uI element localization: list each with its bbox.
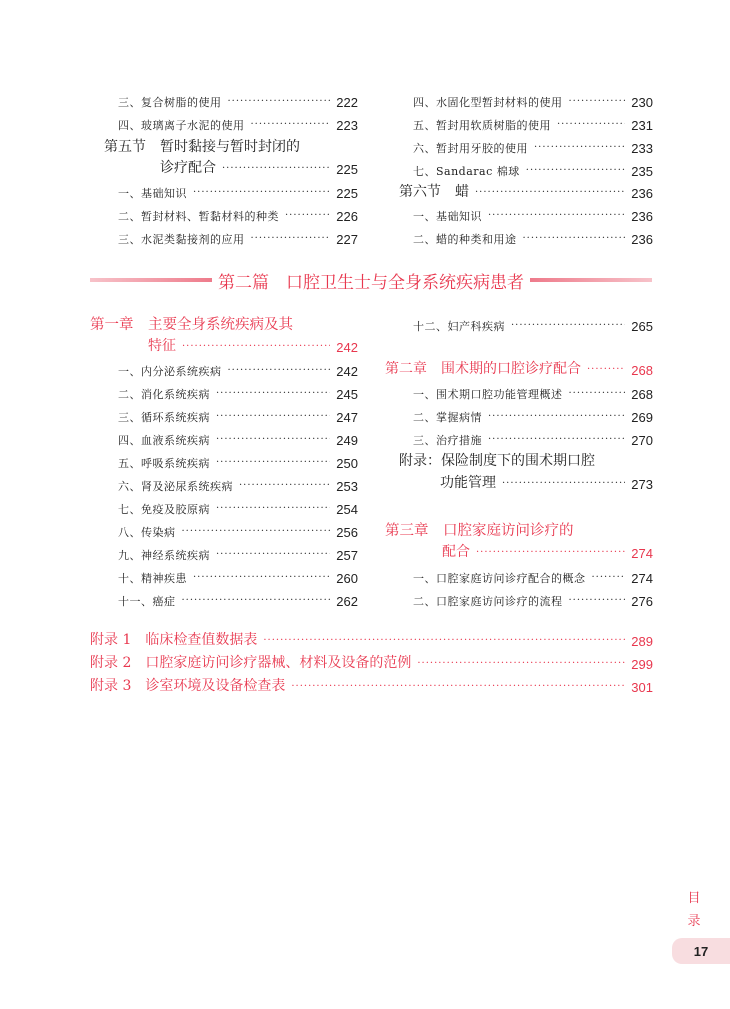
toc-entry[interactable] — [413, 202, 653, 224]
toc-entry-title: 一、口腔家庭访问诊疗配合的概念 — [413, 572, 586, 585]
appendix-title: 附录 2 口腔家庭访问诊疗器械、材料及设备的范例 — [90, 655, 412, 671]
leader-dots — [557, 119, 625, 133]
leader-dots — [569, 388, 626, 402]
toc-entry-page: 250 — [336, 456, 358, 471]
page-number-tab — [672, 938, 730, 964]
leader-dots — [182, 595, 331, 609]
toc-entry[interactable] — [413, 134, 653, 156]
chapter-title-line1[interactable]: 第一章 主要全身系统疾病及其 — [90, 317, 293, 333]
side-label-lu: 录 — [687, 914, 701, 929]
toc-entry-title: 五、呼吸系统疾病 — [118, 457, 210, 470]
toc-entry[interactable] — [413, 157, 653, 179]
leader-dots — [193, 572, 330, 586]
leader-dots — [216, 411, 330, 425]
toc-entry-title: 四、玻璃离子水泥的使用 — [118, 119, 245, 132]
leader-dots — [511, 320, 625, 334]
toc-entry-title: 四、水固化型暂封材料的使用 — [413, 96, 563, 109]
toc-entry-page: 225 — [336, 162, 358, 177]
appendix-entry[interactable] — [90, 650, 653, 672]
toc-entry-title: 二、掌握病情 — [413, 411, 482, 424]
toc-entry[interactable] — [118, 541, 358, 563]
page-number: 17 — [693, 943, 709, 959]
toc-entry-title: 九、神经系统疾病 — [118, 549, 210, 562]
leader-dots — [587, 364, 625, 378]
toc-entry[interactable] — [440, 470, 653, 492]
chapter-title-line2: 特征 — [148, 338, 176, 354]
toc-entry[interactable] — [118, 587, 358, 609]
toc-entry[interactable] — [413, 380, 653, 402]
leader-dots — [216, 549, 330, 563]
toc-entry[interactable] — [118, 88, 358, 110]
leader-dots — [216, 457, 330, 471]
toc-entry[interactable] — [413, 312, 653, 334]
leader-dots — [228, 96, 331, 110]
toc-entry-page: 262 — [336, 594, 358, 609]
leader-dots — [488, 210, 625, 224]
toc-entry-page: 231 — [631, 118, 653, 133]
appendix-page: 301 — [631, 680, 653, 695]
toc-entry-page: 269 — [631, 410, 653, 425]
toc-entry-title: 六、暂封用牙胶的使用 — [413, 142, 528, 155]
leader-dots — [502, 478, 625, 492]
leader-dots — [488, 411, 625, 425]
toc-entry[interactable] — [413, 426, 653, 448]
leader-dots — [228, 365, 331, 379]
chapter-page: 268 — [631, 363, 653, 378]
leader-dots — [523, 233, 626, 247]
chapter-page: 242 — [336, 340, 358, 355]
toc-entry-page: 247 — [336, 410, 358, 425]
appendix-title: 附录 1 临床检查值数据表 — [90, 632, 258, 648]
toc-entry-title: 十、精神疾患 — [118, 572, 187, 585]
leader-dots — [534, 142, 625, 156]
toc-entry-title: 一、内分泌系统疾病 — [118, 365, 222, 378]
appendix-entry[interactable] — [90, 673, 653, 695]
leader-dots — [569, 595, 626, 609]
toc-entry-page: 242 — [336, 364, 358, 379]
toc-entry-page: 233 — [631, 141, 653, 156]
toc-entry[interactable] — [413, 88, 653, 110]
toc-entry[interactable] — [118, 564, 358, 586]
leader-dots — [251, 119, 331, 133]
toc-entry-title: 第六节 蜡 — [399, 184, 469, 200]
leader-dots — [475, 187, 625, 201]
toc-entry[interactable] — [413, 111, 653, 133]
leader-dots — [285, 210, 330, 224]
toc-entry-page: 236 — [631, 232, 653, 247]
toc-entry[interactable] — [413, 225, 653, 247]
toc-entry-title: 二、消化系统疾病 — [118, 388, 210, 401]
leader-dots — [239, 480, 330, 494]
appendix-title-line1[interactable]: 附录：保险制度下的围术期口腔 — [399, 453, 595, 469]
toc-entry[interactable] — [118, 380, 358, 402]
toc-entry[interactable] — [118, 111, 358, 133]
toc-entry-page: 226 — [336, 209, 358, 224]
toc-entry-title: 诊疗配合 — [160, 160, 216, 176]
toc-entry[interactable] — [118, 202, 358, 224]
toc-entry[interactable] — [118, 518, 358, 540]
section-title-line1[interactable]: 第五节 暂时黏接与暂时封闭的 — [104, 139, 300, 155]
toc-entry-title: 一、基础知识 — [413, 210, 482, 223]
chapter-entry[interactable] — [385, 356, 653, 378]
toc-entry-page: 276 — [631, 594, 653, 609]
leader-dots — [216, 388, 330, 402]
toc-entry-title: 三、治疗措施 — [413, 434, 482, 447]
leader-dots — [476, 547, 625, 561]
toc-entry-page: 249 — [336, 433, 358, 448]
toc-entry-page: 254 — [336, 502, 358, 517]
part-divider-right — [530, 278, 652, 282]
toc-entry-title: 三、复合树脂的使用 — [118, 96, 222, 109]
toc-entry-page: 236 — [631, 209, 653, 224]
toc-entry-page: 256 — [336, 525, 358, 540]
chapter-page: 274 — [631, 546, 653, 561]
toc-entry-page: 270 — [631, 433, 653, 448]
toc-entry-page: 265 — [631, 319, 653, 334]
toc-entry-page: 253 — [336, 479, 358, 494]
toc-entry[interactable] — [160, 155, 358, 177]
leader-dots — [216, 434, 330, 448]
appendix-page: 289 — [631, 634, 653, 649]
toc-entry-title: 六、肾及泌尿系统疾病 — [118, 480, 233, 493]
leader-dots — [182, 526, 331, 540]
toc-entry-title: 五、暂封用软质树脂的使用 — [413, 119, 551, 132]
toc-entry-page: 236 — [631, 186, 653, 201]
leader-dots — [222, 163, 330, 177]
toc-entry-title: 一、基础知识 — [118, 187, 187, 200]
toc-entry-title: 七、免疫及胶原病 — [118, 503, 210, 516]
toc-entry[interactable] — [118, 426, 358, 448]
toc-entry-title: 二、蜡的种类和用途 — [413, 233, 517, 246]
toc-entry[interactable] — [413, 564, 653, 586]
toc-entry-page: 274 — [631, 571, 653, 586]
leader-dots — [216, 503, 330, 517]
toc-entry-title: 十二、妇产科疾病 — [413, 320, 505, 333]
chapter-entry[interactable] — [442, 539, 653, 561]
part-divider-left — [90, 278, 212, 282]
appendix-entry[interactable] — [90, 627, 653, 649]
toc-entry-page: 223 — [336, 118, 358, 133]
toc-entry[interactable] — [118, 449, 358, 471]
toc-entry-title: 二、口腔家庭访问诊疗的流程 — [413, 595, 563, 608]
toc-entry-page: 268 — [631, 387, 653, 402]
toc-entry[interactable] — [118, 472, 358, 494]
toc-entry-title: 一、围术期口腔功能管理概述 — [413, 388, 563, 401]
toc-entry[interactable] — [118, 225, 358, 247]
toc-entry-page: 257 — [336, 548, 358, 563]
toc-entry[interactable] — [399, 179, 653, 201]
leader-dots — [193, 187, 330, 201]
chapter-title-line1[interactable]: 第三章 口腔家庭访问诊疗的 — [385, 523, 574, 539]
part-title[interactable]: 第二篇 口腔卫生士与全身系统疾病患者 — [218, 273, 524, 293]
leader-dots — [526, 165, 626, 179]
toc-entry[interactable] — [118, 495, 358, 517]
toc-entry-page: 225 — [336, 186, 358, 201]
toc-entry-page: 227 — [336, 232, 358, 247]
toc-entry-title: 十一、癌症 — [118, 595, 176, 608]
chapter-entry[interactable] — [148, 333, 358, 355]
toc-entry[interactable] — [413, 587, 653, 609]
leader-dots — [291, 681, 625, 695]
toc-entry[interactable] — [118, 403, 358, 425]
leader-dots — [569, 96, 626, 110]
appendix-title-line2: 功能管理 — [440, 475, 496, 491]
leader-dots — [263, 635, 625, 649]
appendix-page: 299 — [631, 657, 653, 672]
toc-entry-title: 三、水泥类黏接剂的应用 — [118, 233, 245, 246]
toc-entry[interactable] — [118, 179, 358, 201]
toc-entry-page: 260 — [336, 571, 358, 586]
toc-entry-title: 七、Sandarac 棉球 — [413, 165, 520, 178]
leader-dots — [182, 341, 330, 355]
chapter-title: 第二章 围术期的口腔诊疗配合 — [385, 361, 581, 377]
toc-entry-title: 二、暂封材料、暂黏材料的种类 — [118, 210, 279, 223]
appendix-title: 附录 3 诊室环境及设备检查表 — [90, 678, 286, 694]
leader-dots — [488, 434, 625, 448]
leader-dots — [251, 233, 331, 247]
toc-entry[interactable] — [413, 403, 653, 425]
toc-entry-page: 230 — [631, 95, 653, 110]
toc-entry-title: 三、循环系统疾病 — [118, 411, 210, 424]
toc-entry-title: 四、血液系统疾病 — [118, 434, 210, 447]
toc-entry-page: 245 — [336, 387, 358, 402]
toc-entry[interactable] — [118, 357, 358, 379]
toc-entry-page: 235 — [631, 164, 653, 179]
chapter-title-line2: 配合 — [442, 544, 470, 560]
side-label-mu: 目 — [687, 891, 701, 906]
toc-entry-page: 273 — [631, 477, 653, 492]
toc-entry-title: 八、传染病 — [118, 526, 176, 539]
toc-entry-page: 222 — [336, 95, 358, 110]
leader-dots — [417, 658, 625, 672]
leader-dots — [592, 572, 626, 586]
